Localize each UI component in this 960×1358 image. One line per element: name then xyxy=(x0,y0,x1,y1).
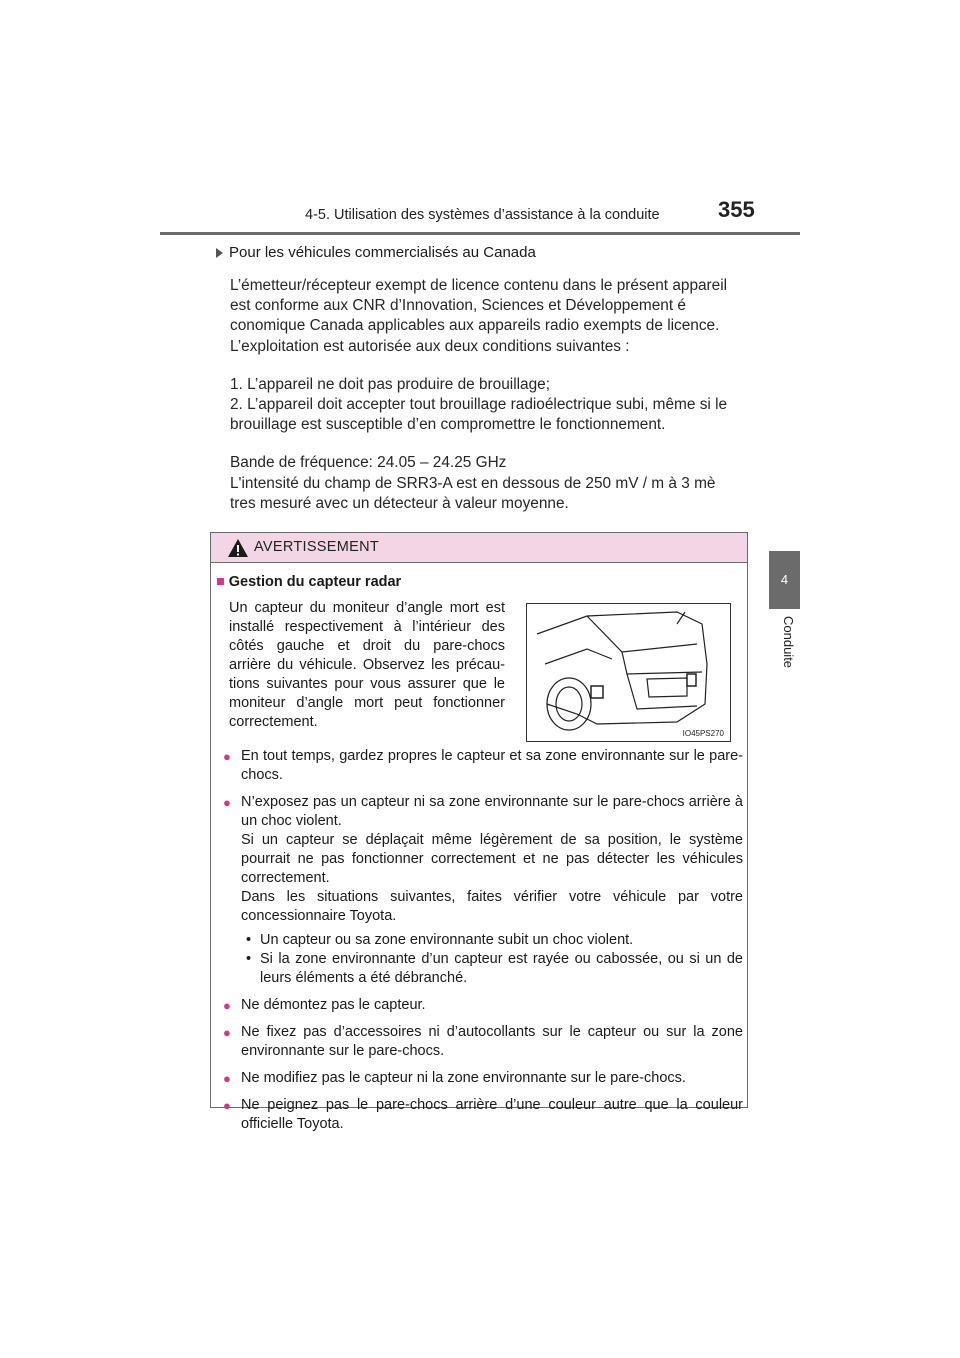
notice-gap xyxy=(230,357,740,375)
notice-line: L’émetteur/récepteur exempt de licence contenu dans le présent appareil xyxy=(230,277,728,294)
notice-line: tres mesuré avec un détecteur à valeur moyenne. xyxy=(230,494,569,512)
sub-list-item: • Si la zone environnante d’un capteur est rayée ou cabossée, ou si un de leurs éléments a été débranché. xyxy=(246,951,743,986)
chapter-label: Conduite xyxy=(781,616,796,669)
warning-label: AVERTISSEMENT xyxy=(254,539,380,555)
list-item: ● Ne démontez pas le capteur. xyxy=(223,997,426,1013)
chapter-tab: 4 xyxy=(769,551,800,609)
notice-gap xyxy=(230,435,740,453)
list-item: ● N’exposez pas un capteur ni sa zone environnante sur le pare-chocs arrière à un choc violent. Si un capteur se déplaçait même légèrement de sa position, le système pourrait ne pas fonctionner correctement et ne pas détecter les véhicules correctement. Dans les situations suivantes, faites vérifier votre véhicule par votre concessionnaire Toyota. • Un capteur ou sa zone environnante subit un choc violent. • Si la zone environnante d’un capteur est rayée ou cabossée, ou si un de leurs éléments a été débranché. xyxy=(223,794,743,986)
square-bullet-icon: ■ xyxy=(216,574,225,590)
canada-notice-image xyxy=(230,276,740,514)
list-item: ● En tout temps, gardez propres le capteur et sa zone environnante sur le pare-chocs. xyxy=(223,748,743,783)
warning-triangle-icon xyxy=(227,538,249,558)
page-number: 355 xyxy=(718,197,755,222)
notice-line: 2. L’appareil doit accepter tout brouillage radioélectrique subi, même si le xyxy=(230,396,728,414)
warning-box xyxy=(210,532,748,1132)
notice-line: est conforme aux CNR d’Innovation, Sciences et Développement é xyxy=(230,297,686,315)
bullet-dot-icon: ● xyxy=(223,1025,231,1040)
notice-line: 1. L’appareil ne doit pas produire de brouillage; xyxy=(230,375,551,393)
car-rear-drawing xyxy=(527,604,730,741)
canada-heading xyxy=(216,244,536,261)
intro-paragraph: Un capteur du moniteur d’angle mort est installé respectivement à l’intérieur des côtés gauche et droit du pare-chocs arrière du véhicule. Observez les précau-tions suivantes pour vous assurer que le moniteur d’angle mort peut fonctionner correctement. xyxy=(229,600,505,730)
precaution-list xyxy=(223,747,743,1142)
triangle-arrow-icon xyxy=(216,248,223,258)
bullet-dot-icon: ● xyxy=(223,998,231,1013)
notice-line: conomique Canada applicables aux appareils radio exempts de licence. xyxy=(230,317,720,335)
bullet-dot-icon: ● xyxy=(223,795,231,810)
notice-line: L'intensité du champ de SRR3-A est en dessous de 250 mV / m à 3 mè xyxy=(230,474,716,492)
notice-line: L’exploitation est autorisée aux deux conditions suivantes : xyxy=(230,337,630,355)
car-rear-illustration xyxy=(526,603,731,742)
section-title xyxy=(216,574,401,590)
list-item: ● Ne modifiez pas le capteur ni la zone environnante sur le pare-chocs. xyxy=(223,1070,686,1086)
section-title-text: Gestion du capteur radar xyxy=(228,574,402,590)
bullet-dot-icon: ● xyxy=(223,1098,231,1113)
list-item: ● Ne fixez pas d’accessoires ni d’autocollants sur le capteur ou sur la zone environnante sur le pare-chocs. xyxy=(223,1024,743,1059)
notice-line: brouillage est susceptible d’en compromettre le fonctionnement. xyxy=(230,416,666,434)
bullet-dot-icon: ● xyxy=(223,749,231,764)
notice-line: Bande de fréquence: 24.05 – 24.25 GHz xyxy=(230,454,507,472)
list-item: ● Ne peignez pas le pare-chocs arrière d’une couleur autre que la couleur officielle Toyota. xyxy=(223,1097,743,1132)
header-rule xyxy=(160,232,800,235)
canada-heading-text: Pour les véhicules commercialisés au Canada xyxy=(229,244,536,261)
header-section-title: 4-5. Utilisation des systèmes d’assistance à la conduite xyxy=(305,207,660,223)
figure-code: IO45PS270 xyxy=(682,729,724,738)
bullet-dot-icon: ● xyxy=(223,1071,231,1086)
sub-list-item: • Un capteur ou sa zone environnante subit un choc violent. xyxy=(246,932,634,948)
warning-header xyxy=(211,533,747,563)
